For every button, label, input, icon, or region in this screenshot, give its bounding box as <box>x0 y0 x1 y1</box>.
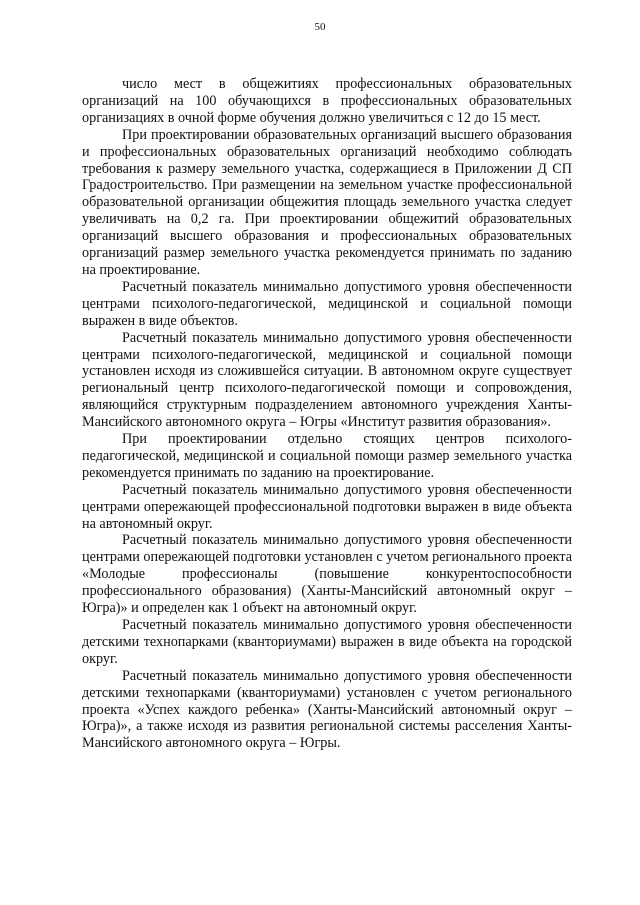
paragraph-8: Расчетный показатель минимально допустимого уровня обеспеченности детскими технопарками (кванториумами) выражен в виде объекта на городской округ. <box>82 617 572 667</box>
paragraph-5: При проектировании отдельно стоящих центров психолого-педагогической, медицинской и социальной помощи размер земельного участка рекомендуется принимать по заданию на проектирование. <box>82 431 572 481</box>
paragraph-6: Расчетный показатель минимально допустимого уровня обеспеченности центрами опережающей профессиональной подготовки выражен в виде объекта на автономный округ. <box>82 481 572 532</box>
paragraph-7: Расчетный показатель минимально допустимого уровня обеспеченности центрами опережающей подготовки установлен с учетом регионального проекта «Молодые профессионалы (повышение конкурентоспособности профессионального образования) (Ханты-Мансийский автономный округ – Югра)» и определен как 1 объект на автономный округ. <box>82 532 572 617</box>
paragraph-1: число мест в общежитиях профессиональных образовательных организаций на 100 обучающихся в профессиональных образовательных организациях в очной форме обучения должно увеличиться с 12 до 15 мест. <box>82 76 572 126</box>
paragraph-4: Расчетный показатель минимально допустимого уровня обеспеченности центрами психолого-педагогической, медицинской и социальной помощи установлен исходя из сложившейся ситуации. В автономном округе существует региональный центр психолого-педагогической помощи и сопровождения, являющийся структурным подразделением автономного учреждения Ханты-Мансийского автономного округа – Югры «Институт развития образования». <box>82 329 572 431</box>
document-body <box>82 76 572 752</box>
page-number: 50 <box>314 21 326 33</box>
paragraph-2: При проектировании образовательных организаций высшего образования и профессиональных образовательных организаций необходимо соблюдать требования к размеру земельного участка, содержащиеся в Приложении Д СП Градостроительство. При размещении на земельном участке профессиональной образовательной организации общежития площадь земельного участка следует увеличивать на 0,2 га. При проектировании общежитий образовательных организаций высшего образования и профессиональных образовательных организаций размер земельного участка рекомендуется принимать по заданию на проектирование. <box>82 126 572 278</box>
paragraph-9: Расчетный показатель минимально допустимого уровня обеспеченности детскими технопарками (кванториумами) установлен с учетом регионального проекта «Успех каждого ребенка» (Ханты-Мансийский автономный округ – Югра)», а также исходя из развития региональной системы расселения Ханты-Мансийского автономного округа – Югры. <box>82 667 572 752</box>
paragraph-3: Расчетный показатель минимально допустимого уровня обеспеченности центрами психолого-педагогической, медицинской и социальной помощи выражен в виде объектов. <box>82 278 572 329</box>
